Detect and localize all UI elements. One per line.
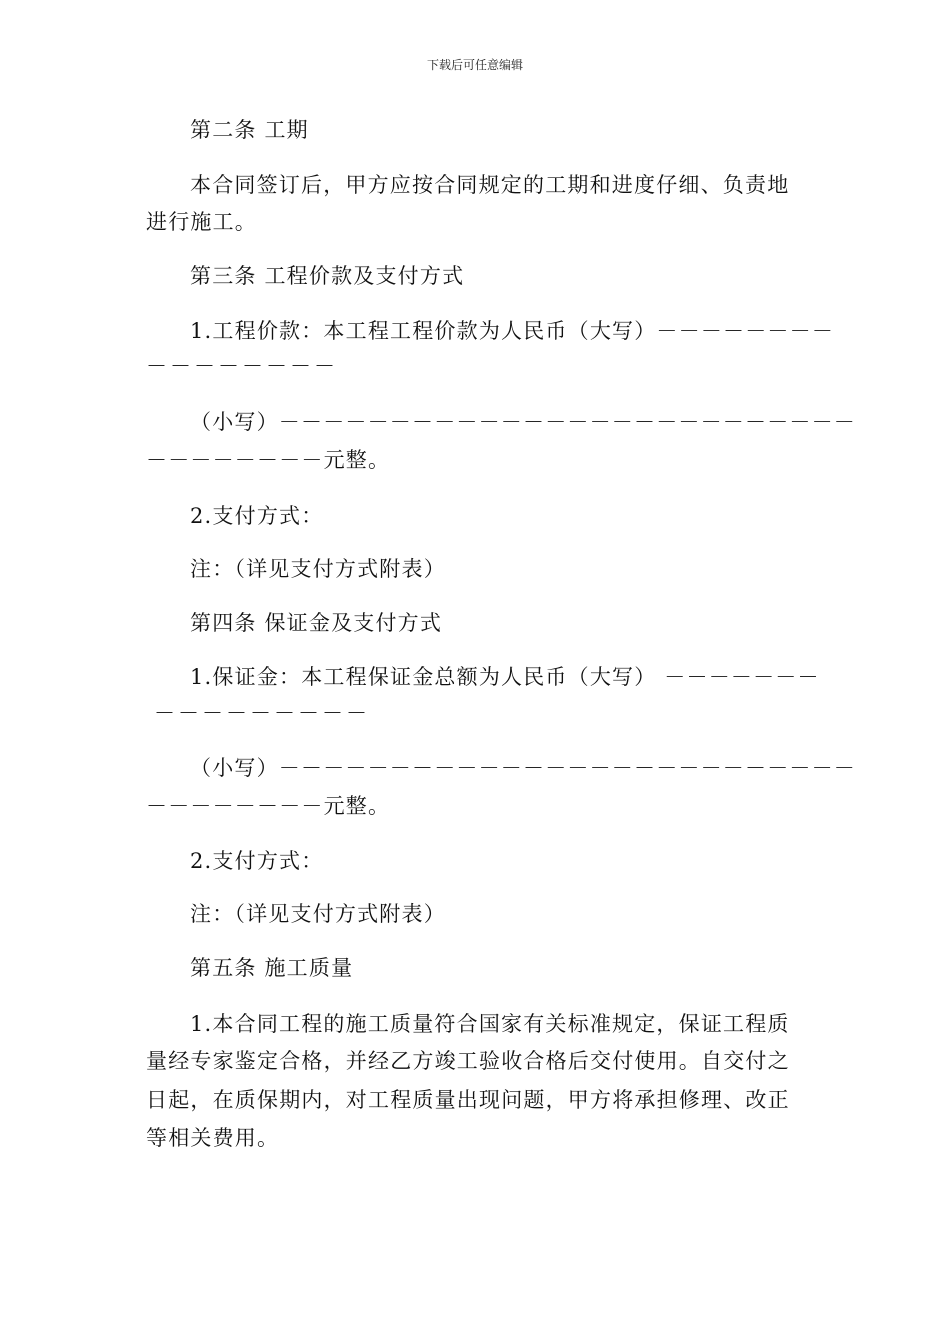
article-2-text-line-1: 本合同签订后，甲方应按合同规定的工期和进度仔细、负责地 bbox=[190, 173, 790, 197]
payment-method-label: 2.支付方式： bbox=[190, 504, 324, 528]
article-2-text-line-2: 进行施工。 bbox=[146, 210, 257, 234]
price-lowercase-line: （小写）－－－－－－－－－－－－－－－－－－－－－－－－－－ bbox=[190, 410, 856, 434]
article-5-heading: 第五条 施工质量 bbox=[190, 956, 354, 980]
quality-text-line-2: 量经专家鉴定合格，并经乙方竣工验收合格后交付使用。自交付之 bbox=[146, 1049, 790, 1073]
deposit-lowercase-end: －－－－－－－－元整。 bbox=[146, 794, 391, 818]
price-uppercase-line: 1.工程价款：本工程工程价款为人民币（大写）－－－－－－－－ bbox=[190, 319, 835, 343]
deposit-lowercase-line: （小写）－－－－－－－－－－－－－－－－－－－－－－－－－－ bbox=[190, 756, 856, 780]
deposit-uppercase-blank: －－－－－－－－－ bbox=[154, 701, 370, 725]
price-lowercase-end: －－－－－－－－元整。 bbox=[146, 448, 391, 472]
quality-text-line-4: 等相关费用。 bbox=[146, 1126, 280, 1150]
deposit-payment-method-label: 2.支付方式： bbox=[190, 849, 324, 873]
quality-text-line-1: 1.本合同工程的施工质量符合国家有关标准规定，保证工程质 bbox=[190, 1012, 790, 1036]
deposit-uppercase-line: 1.保证金：本工程保证金总额为人民币（大写） －－－－－－－ bbox=[190, 665, 820, 689]
article-3-heading: 第三条 工程价款及支付方式 bbox=[190, 264, 465, 288]
article-2-heading: 第二条 工期 bbox=[190, 118, 309, 142]
article-4-heading: 第四条 保证金及支付方式 bbox=[190, 611, 443, 635]
payment-note: 注：（详见支付方式附表） bbox=[190, 557, 446, 581]
page-header: 下载后可任意编辑 bbox=[426, 58, 523, 72]
quality-text-line-3: 日起，在质保期内，对工程质量出现问题，甲方将承担修理、改正 bbox=[146, 1088, 790, 1112]
price-uppercase-blank: －－－－－－－－ bbox=[146, 354, 338, 378]
deposit-payment-note: 注：（详见支付方式附表） bbox=[190, 902, 446, 926]
